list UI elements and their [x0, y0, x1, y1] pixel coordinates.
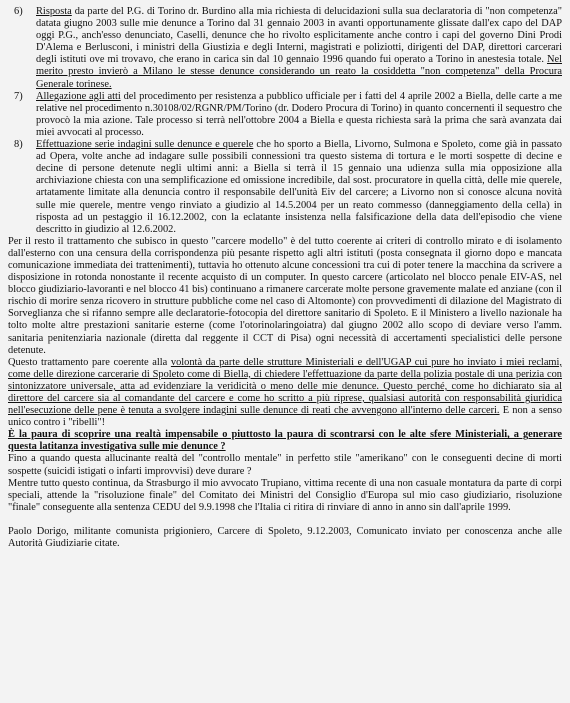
paragraph-question-fear: È la paura di scoprire una realtà impensabile o piuttosto la paura di scontrarsi con le alte sfere Ministeriali, a generare questa latitanza investigativa sulle mie denunce ? — [8, 429, 562, 453]
item-heading: Effettuazione serie indagini sulle denunce e querele — [36, 139, 254, 151]
item-text: del procedimento per resistenza a pubblico ufficiale per i fatti del 4 aprile 2002 a Biella, delle carte a me relative nel procedimento n.30108/02/RGNR/PM/Torino (dr. Dodero Procura di Torino) in quanto concernenti il sequestro che provocò la mia azione. Tale processo si terrà nell'ottobre 2004 a Biella e questa richiesta sarà la prima che sarà avanzata dai miei avvocati al processo. — [36, 90, 562, 138]
item-number: 7) — [14, 90, 23, 102]
spacer — [8, 514, 562, 526]
item-body — [36, 6, 562, 91]
list-item — [8, 91, 562, 139]
paragraph-treatment: Per il resto il trattamento che subisco in questo "carcere modello" è del tutto coerente ai criteri di controllo mirato e di isolamento dall'esterno con una censura della corrispondenza più pesante rispetto agli altri istituti (posta consegnata il giorno dopo e mancata comunicazione immediata dei trattenimenti), tuttavia ho ottenuto alcune concessioni tra cui di poter tenere la macchina da scrivere a disposizione in rotonda nonostante il recente acquisto di un computer. In questo carcere (articolato nel blocco penale EIV-AS, nel blocco giudiziario-lavoranti e nel blocco 41 bis) continuano a rimanere carcerate molte persone gravemente malate ed anziane (con il rischio di morire senza ricovero in strutture pubbliche come nel caso di Altomonte) con provvedimenti di dilazione del Magistrato di Sorveglianza che si rifanno sempre alle declaratorie-fotocopia del direttore sanitario di Spoleto. E il Ministero a livello nazionale ha tolto molte altre prestazioni sanitarie esterne (come l'otorinolaringoiatra) dal giugno 2002 allo scopo di deviare verso l'amm. sanitaria penitenziaria nazionale (diretta dal reggente il CCT di Pisa) ogni necessità di accertamenti specialistici delle persone detenute. — [8, 235, 562, 356]
item-text: da parte del P.G. di Torino dr. Burdino alla mia richiesta di delucidazioni sulla sua declaratoria di "non competenza" datata giugno 2003 sulle mie denunce a Torino dal 31 gennaio 2003 in avanti opportunamente glissate dall'ex capo del DAP oggi P.G., anch'esso denunciato, Caselli, denunce che ho rivolto esplicitamente anche contro i capi del governo Dini Prodi D'Alema e Berlusconi, i ministri della Giustizia e degli Interni, magistrati e poliziotti, dirigenti del DAP, direttori carcerari degli istituti ove mi trovavo, che erano in carica sin dal 10 gennaio 1996 quando fui operato a Torino in anestesia totale. — [36, 6, 562, 66]
list-item — [8, 6, 562, 91]
paragraph-investigation-underlined: volontà da parte delle strutture Ministeriali e dell'UGAP cui pure ho inviato i miei reclami, come delle direzione carcerarie di Spoleto come di Biella, di chiedere l'effettuazione da parte della polizia postale di una perizia con sintonizzatore universale, atta ad evidenziare la veridicità o meno delle mie denunce. Questo perché, come ho dichiarato sia al direttore del carcere sia al comandante del carcere e come ho scritto a più riprese, qualsiasi autorità con responsabilità giuridica nell'esecuzione delle pene è tenuta a svolgere indagini sulle denunce di reati che avvengono all'interno delle carceri. — [8, 356, 562, 417]
paragraph-question-duration: Fino a quando questa allucinante realtà del "controllo mentale" in perfetto stile "amerikano" con le conseguenti decine di morti sospette (suicidi istigati o infarti improvvisi) deve durare ? — [8, 453, 562, 477]
item-heading: Allegazione agli atti — [36, 90, 121, 102]
item-body — [36, 91, 562, 139]
item-number: 6) — [14, 6, 23, 17]
item-text: che ho sporto a Biella, Livorno, Sulmona e Spoleto, come già in passato ad Opera, volte anche ad indagare sulle possibili connessioni tra questo sistema di tortura e le morti sospette di decine e decine di persone detenute negli ultimi anni: a Biella si terrà il 15 gennaio una udienza sulla mia opposizione alla archiviazione chiesta con una semplificazione ed omissione incredibile, dal sost. procuratore in quella città, delle mie querele, artatamente limitate alla denuncia contro il responsabile dell'unità Eiv del carcere; a Livorno non si conosce alcuna novità sulle mie querele, mentre vengo rinviato a giudizio al 14.5.2004 per un reato commesso (danneggiamento della cella) in risposta ad un pestaggio il 16.12.2002, con la eclatante insistenza nella falsificazione della data dell'episodio che viene descritto in giudizio al 12.6.2002. — [36, 139, 562, 235]
list-item — [8, 139, 562, 236]
item-number: 8) — [14, 139, 23, 151]
item-tail: Nel merito presto invierò a Milano le stesse denunce considerando un reato la cosiddetta "non competenza" della Procura Generale torinese. — [36, 54, 562, 90]
item-heading: Risposta — [36, 6, 72, 17]
paragraph-investigation-start: Questo trattamento pare coerente alla — [8, 356, 171, 368]
item-body — [36, 139, 562, 236]
paragraph-investigation-end: E non a senso unico contro i "ribelli"! — [8, 405, 562, 429]
paragraph-strasbourg: Mentre tutto questo continua, da Strasburgo il mio avvocato Trupiano, vittima recente di una non casuale montatura da parte di corpi speciali, attende la "risoluzione finale" del Comitato dei Ministri del Consiglio d'Europa sul mio caso giudiziario, risoluzione "finale" conseguente alla sentenza CEDU del 9.9.1998 che l'Italia ci ritira di rinviare di anno in anno sin dall'aprile 1999. — [8, 477, 562, 513]
signature: Paolo Dorigo, militante comunista prigioniero, Carcere di Spoleto, 9.12.2003, Comunicato inviato per conoscenza anche alle Autorità Giudiziarie citate. — [8, 525, 562, 550]
paragraph-investigation — [8, 357, 562, 430]
